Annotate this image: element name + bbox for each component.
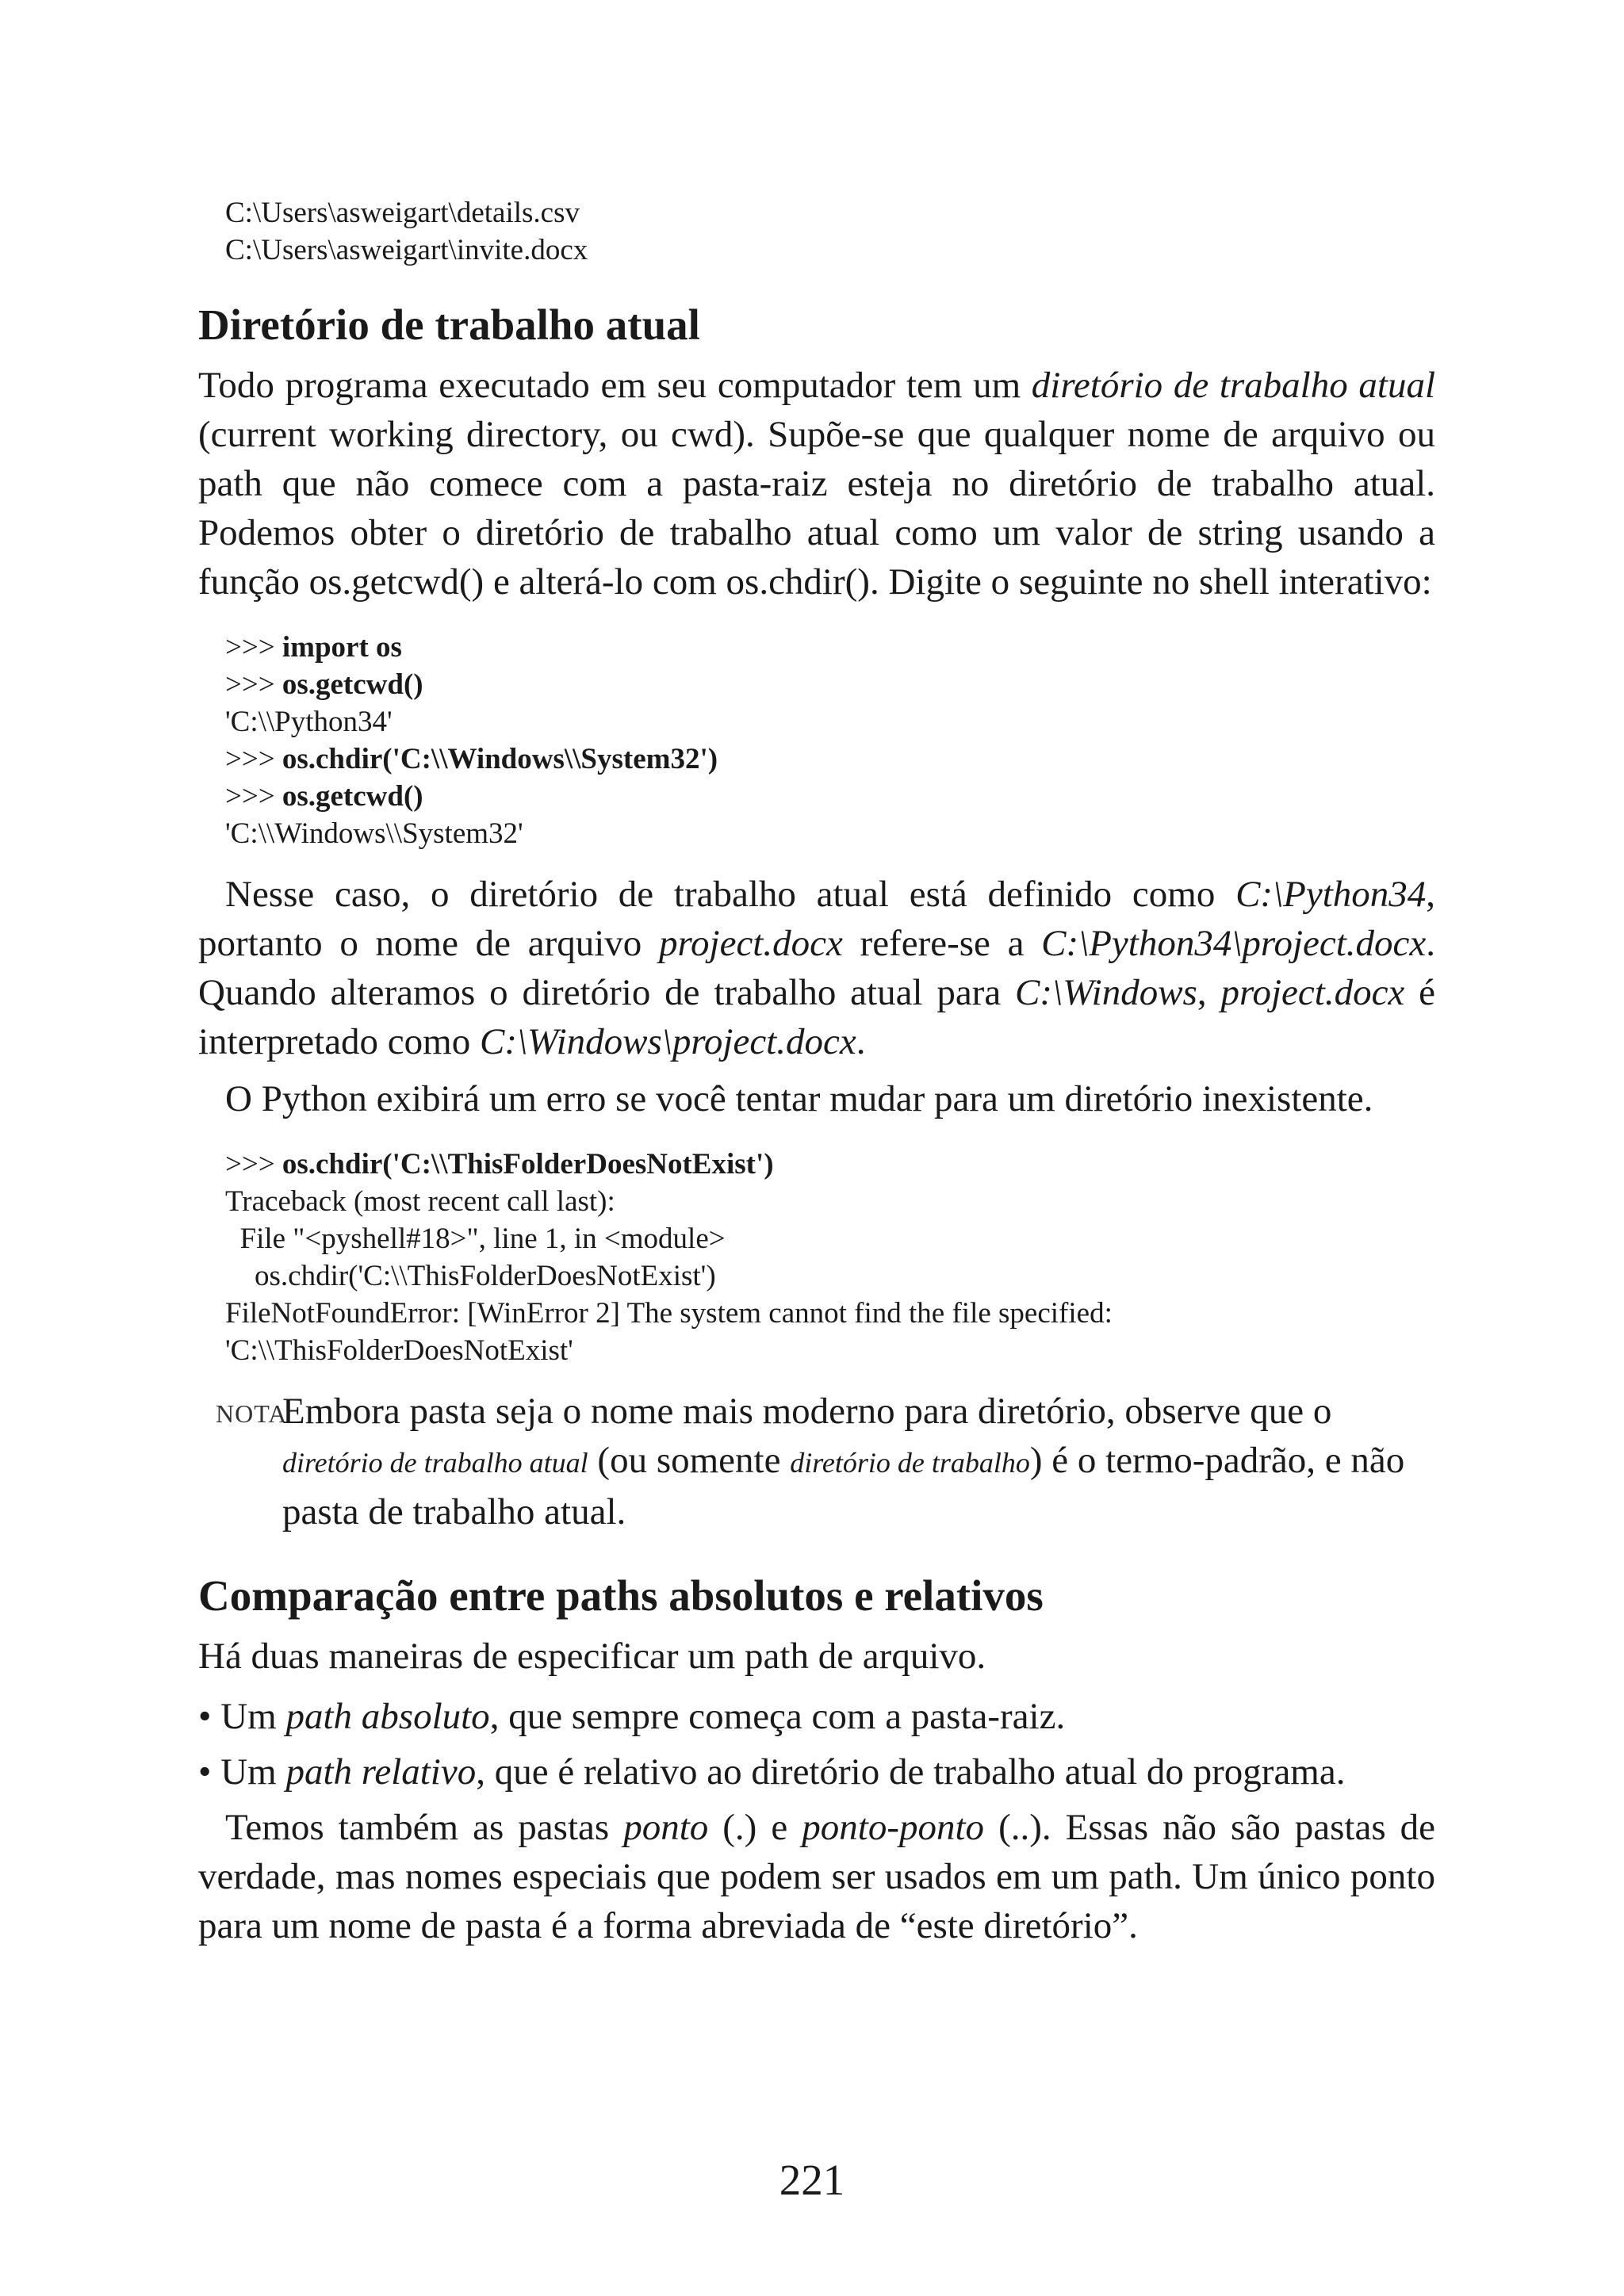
- text-run-italic: diretório de trabalho: [790, 1447, 1030, 1479]
- text-run-italic: C:\Python34: [1235, 874, 1427, 915]
- code-line: [225, 778, 1435, 815]
- text-run-italic: diretório de trabalho atual: [1031, 365, 1435, 406]
- command: os.chdir('C:\\ThisFolderDoesNotExist'): [282, 1148, 774, 1181]
- text-run: , portanto o nome de arquivo: [198, 874, 1435, 964]
- text-run: , que sempre começa com a pasta-raiz.: [489, 1696, 1066, 1737]
- text-run: . Quando alteramos o diretório de trabalho atual para: [198, 923, 1436, 1013]
- note-box: [198, 1387, 1435, 1536]
- prompt: >>>: [225, 743, 282, 775]
- prompt: >>>: [225, 1148, 282, 1181]
- text-run-italic: C:\Python34\project.docx: [1041, 923, 1427, 964]
- text-run: .: [856, 1021, 866, 1062]
- code-line: C:\Users\asweigart\invite.docx: [225, 234, 588, 266]
- text-run-italic: project.docx: [658, 923, 843, 964]
- text-run-italic: ponto-ponto: [802, 1807, 985, 1848]
- code-line: C:\Users\asweigart\details.csv: [225, 197, 580, 229]
- text-run-italic: C:\Windows: [1015, 972, 1197, 1013]
- code-output: File "<pyshell#18>", line 1, in <module>: [225, 1223, 726, 1255]
- text-run: ,: [1197, 972, 1221, 1013]
- prompt: >>>: [225, 631, 282, 664]
- prompt: >>>: [225, 668, 282, 701]
- bullet-marker: • Um: [198, 1696, 286, 1737]
- text-run: (.) e: [708, 1807, 802, 1848]
- note-tag: NOTA: [216, 1399, 288, 1428]
- code-output: 'C:\\ThisFolderDoesNotExist': [225, 1334, 573, 1367]
- code-output: FileNotFoundError: [WinError 2] The system cannot find the file specified:: [225, 1297, 1113, 1330]
- text-run-italic: project.docx: [1220, 972, 1405, 1013]
- text-run-italic: ponto: [623, 1807, 709, 1848]
- code-line: [225, 1146, 1435, 1183]
- text-run: é interpretado como: [198, 972, 1435, 1062]
- paragraph-paths-intro: Há duas maneiras de especificar um path de arquivo.: [198, 1636, 986, 1677]
- page-number: 221: [779, 2156, 845, 2204]
- code-output: 'C:\\Windows\\System32': [225, 817, 523, 850]
- code-output: 'C:\\Python34': [225, 706, 393, 738]
- text-run: Todo programa executado em seu computador tem um: [198, 365, 1032, 406]
- paragraph-dot-folders: [198, 1803, 1435, 1950]
- code-block-traceback: [225, 1146, 1435, 1369]
- command: import os: [282, 631, 402, 664]
- code-output: Traceback (most recent call last):: [225, 1185, 615, 1218]
- text-run: refere-se a: [842, 923, 1042, 964]
- bullet-marker: • Um: [198, 1751, 286, 1793]
- command: os.getcwd(): [282, 668, 423, 701]
- text-run: Temos também as pastas: [225, 1807, 624, 1848]
- text-run: (current working directory, ou cwd). Supõe-se que qualquer nome de arquivo ou path que não comece com a pasta-raiz esteja no diretório de trabalho atual. Podemos obter o diretório de trabalho atual como um valor de string usando a função os.getcwd() e alterá-lo com os.chdir(). Digite o seguinte no shell interativo:: [198, 414, 1435, 603]
- text-run: (..). Essas não são pastas de verdade, mas nomes especiais que podem ser usados em um path. Um único ponto para um nome de pasta é a forma abreviada de “este diretório”.: [198, 1807, 1436, 1946]
- text-run: Embora pasta seja o nome mais moderno para diretório, observe que o: [282, 1391, 1332, 1432]
- page-content: [198, 194, 1435, 1950]
- text-run: Nesse caso, o diretório de trabalho atual está definido como: [225, 874, 1236, 915]
- text-run: , que é relativo ao diretório de trabalho atual do programa.: [476, 1751, 1346, 1793]
- code-line: [225, 666, 1435, 703]
- paragraph-cwd-intro: [198, 361, 1435, 607]
- text-run-italic: path relativo: [285, 1751, 477, 1793]
- command: os.getcwd(): [282, 780, 423, 813]
- text-run-italic: C:\Windows\project.docx: [479, 1021, 856, 1062]
- text-run: (ou somente: [588, 1440, 791, 1481]
- code-line: [225, 740, 1435, 778]
- code-line: [225, 629, 1435, 666]
- code-block-getcwd: [225, 629, 1435, 852]
- text-run: ) é o termo-padrão, e não pasta de trabalho atual.: [282, 1440, 1405, 1533]
- text-run-italic: diretório de trabalho atual: [282, 1447, 588, 1479]
- list-item: [198, 1692, 1435, 1741]
- prompt: >>>: [225, 780, 282, 813]
- command: os.chdir('C:\\Windows\\System32'): [282, 743, 718, 775]
- section-heading-cwd: Diretório de trabalho atual: [198, 300, 700, 349]
- list-item: [198, 1747, 1435, 1797]
- section-heading-paths: Comparação entre paths absolutos e relativos: [198, 1571, 1044, 1620]
- text-run-italic: path absoluto: [285, 1696, 490, 1737]
- code-output: os.chdir('C:\\ThisFolderDoesNotExist'): [225, 1260, 716, 1292]
- paragraph-cwd-example: [198, 870, 1435, 1066]
- paragraph-error-intro: O Python exibirá um erro se você tentar mudar para um diretório inexistente.: [225, 1078, 1373, 1119]
- code-block-paths: [225, 194, 1435, 269]
